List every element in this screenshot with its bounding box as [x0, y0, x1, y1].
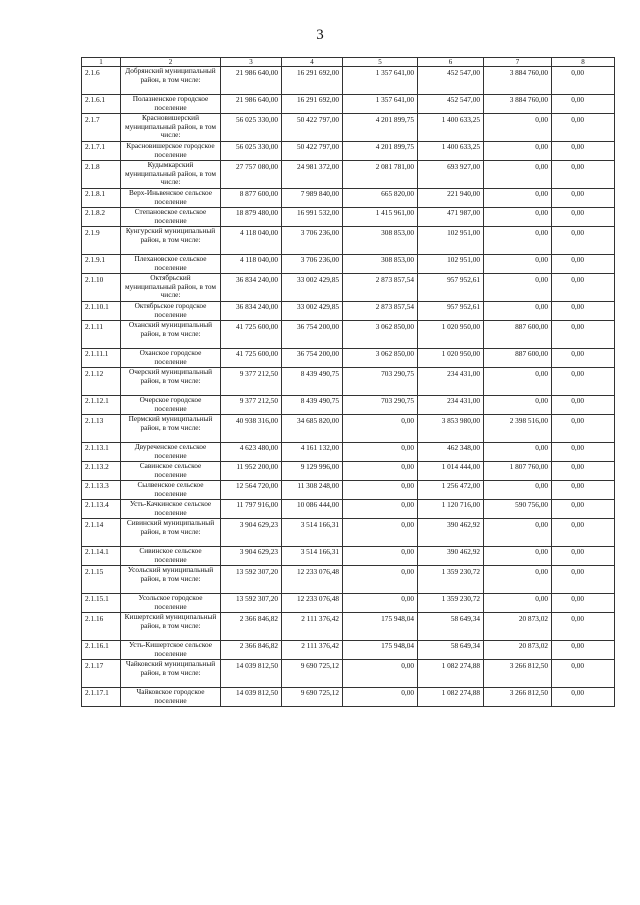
- cell-value-5: 4 201 899,75: [343, 114, 418, 142]
- table-row: [82, 613, 615, 641]
- row-code: 2.1.9: [82, 227, 121, 255]
- cell-value-5: 3 062 850,00: [343, 349, 418, 368]
- cell-value-3: 21 986 640,00: [221, 95, 282, 114]
- cell-value-6: 58 649,34: [418, 613, 484, 641]
- cell-value-5: 308 853,00: [343, 255, 418, 274]
- cell-value-5: 0,00: [343, 660, 418, 688]
- row-name: Оханский муниципальный район, в том числе:: [121, 321, 221, 349]
- cell-value-4: 10 086 444,00: [282, 500, 343, 519]
- page-number: 3: [316, 27, 324, 43]
- cell-value-8: 0,00: [552, 396, 615, 415]
- cell-value-3: 36 834 240,00: [221, 274, 282, 302]
- cell-value-7: 20 873,02: [484, 641, 552, 660]
- cell-value-5: 0,00: [343, 688, 418, 707]
- row-code: 2.1.6.1: [82, 95, 121, 114]
- table-row: [82, 547, 615, 566]
- cell-value-6: 693 927,00: [418, 161, 484, 189]
- row-code: 2.1.15.1: [82, 594, 121, 613]
- row-name: Сылвенское сельское поселение: [121, 481, 221, 500]
- cell-value-6: 452 547,00: [418, 67, 484, 95]
- cell-value-3: 14 039 812,50: [221, 688, 282, 707]
- row-code: 2.1.8.1: [82, 189, 121, 208]
- cell-value-8: 0,00: [552, 161, 615, 189]
- cell-value-4: 36 754 200,00: [282, 349, 343, 368]
- cell-value-5: 0,00: [343, 594, 418, 613]
- cell-value-3: 3 904 629,23: [221, 519, 282, 547]
- cell-value-3: 14 039 812,50: [221, 660, 282, 688]
- cell-value-5: 1 415 961,00: [343, 208, 418, 227]
- row-name: Кунгурский муниципальный район, в том числе:: [121, 227, 221, 255]
- cell-value-7: 3 884 760,00: [484, 67, 552, 95]
- cell-value-8: 0,00: [552, 321, 615, 349]
- cell-value-8: 0,00: [552, 594, 615, 613]
- row-name: Очерский муниципальный район, в том числе:: [121, 368, 221, 396]
- row-code: 2.1.9.1: [82, 255, 121, 274]
- cell-value-8: 0,00: [552, 227, 615, 255]
- cell-value-8: 0,00: [552, 95, 615, 114]
- column-number: 3: [221, 58, 282, 67]
- cell-value-3: 36 834 240,00: [221, 302, 282, 321]
- cell-value-6: 58 649,34: [418, 641, 484, 660]
- cell-value-3: 9 377 212,50: [221, 368, 282, 396]
- cell-value-6: 102 951,00: [418, 255, 484, 274]
- row-code: 2.1.11.1: [82, 349, 121, 368]
- row-name: Кишертский муниципальный район, в том числе:: [121, 613, 221, 641]
- cell-value-3: 41 725 600,00: [221, 321, 282, 349]
- cell-value-6: 1 014 444,00: [418, 462, 484, 481]
- cell-value-8: 0,00: [552, 114, 615, 142]
- cell-value-7: 3 266 812,50: [484, 688, 552, 707]
- cell-value-6: 1 082 274,88: [418, 660, 484, 688]
- cell-value-7: 887 600,00: [484, 349, 552, 368]
- row-name: Пермский муниципальный район, в том числе:: [121, 415, 221, 443]
- cell-value-7: 0,00: [484, 368, 552, 396]
- cell-value-6: 234 431,00: [418, 368, 484, 396]
- row-name: Кудымкарский муниципальный район, в том числе:: [121, 161, 221, 189]
- row-code: 2.1.13.4: [82, 500, 121, 519]
- cell-value-7: 0,00: [484, 114, 552, 142]
- table-row: [82, 566, 615, 594]
- row-name: Красновишерское городское поселение: [121, 142, 221, 161]
- table-row: [82, 462, 615, 481]
- cell-value-3: 27 757 080,00: [221, 161, 282, 189]
- row-code: 2.1.11: [82, 321, 121, 349]
- row-name: Сивинское сельское поселение: [121, 547, 221, 566]
- cell-value-7: 887 600,00: [484, 321, 552, 349]
- cell-value-5: 308 853,00: [343, 227, 418, 255]
- column-number: 2: [121, 58, 221, 67]
- row-code: 2.1.16.1: [82, 641, 121, 660]
- cell-value-8: 0,00: [552, 566, 615, 594]
- table-row: [82, 189, 615, 208]
- cell-value-8: 0,00: [552, 274, 615, 302]
- cell-value-7: 0,00: [484, 208, 552, 227]
- cell-value-7: 590 756,00: [484, 500, 552, 519]
- column-number: 7: [484, 58, 552, 67]
- table-row: [82, 481, 615, 500]
- cell-value-3: 8 877 600,00: [221, 189, 282, 208]
- cell-value-5: 0,00: [343, 500, 418, 519]
- row-name: Добрянский муниципальный район, в том числе:: [121, 67, 221, 95]
- cell-value-8: 0,00: [552, 255, 615, 274]
- row-code: 2.1.15: [82, 566, 121, 594]
- cell-value-7: 3 266 812,50: [484, 660, 552, 688]
- cell-value-3: 56 025 330,00: [221, 142, 282, 161]
- column-number-row: [82, 58, 615, 67]
- column-number: 4: [282, 58, 343, 67]
- table-body: [82, 67, 615, 707]
- cell-value-8: 0,00: [552, 660, 615, 688]
- cell-value-4: 24 981 372,00: [282, 161, 343, 189]
- cell-value-7: 0,00: [484, 566, 552, 594]
- cell-value-4: 36 754 200,00: [282, 321, 343, 349]
- cell-value-7: 0,00: [484, 274, 552, 302]
- cell-value-4: 3 514 166,31: [282, 519, 343, 547]
- row-code: 2.1.13.1: [82, 443, 121, 462]
- row-name: Верх-Иньвенское сельское поселение: [121, 189, 221, 208]
- cell-value-6: 102 951,00: [418, 227, 484, 255]
- cell-value-8: 0,00: [552, 349, 615, 368]
- cell-value-5: 703 290,75: [343, 396, 418, 415]
- cell-value-4: 16 291 692,00: [282, 95, 343, 114]
- cell-value-5: 4 201 899,75: [343, 142, 418, 161]
- row-name: Чайковский муниципальный район, в том числе:: [121, 660, 221, 688]
- cell-value-7: 0,00: [484, 189, 552, 208]
- cell-value-3: 13 592 307,20: [221, 594, 282, 613]
- row-name: Усольский муниципальный район, в том числе:: [121, 566, 221, 594]
- row-code: 2.1.6: [82, 67, 121, 95]
- table-row: [82, 321, 615, 349]
- cell-value-3: 4 118 040,00: [221, 255, 282, 274]
- row-code: 2.1.16: [82, 613, 121, 641]
- cell-value-5: 2 081 781,00: [343, 161, 418, 189]
- cell-value-5: 3 062 850,00: [343, 321, 418, 349]
- cell-value-3: 11 797 916,00: [221, 500, 282, 519]
- cell-value-5: 703 290,75: [343, 368, 418, 396]
- cell-value-6: 1 359 230,72: [418, 566, 484, 594]
- cell-value-8: 0,00: [552, 208, 615, 227]
- cell-value-5: 0,00: [343, 519, 418, 547]
- cell-value-6: 1 256 472,00: [418, 481, 484, 500]
- cell-value-7: 0,00: [484, 142, 552, 161]
- row-name: Двуреченское сельское поселение: [121, 443, 221, 462]
- row-code: 2.1.13.2: [82, 462, 121, 481]
- table-row: [82, 519, 615, 547]
- cell-value-8: 0,00: [552, 481, 615, 500]
- cell-value-6: 1 020 950,00: [418, 321, 484, 349]
- table-row: [82, 142, 615, 161]
- cell-value-5: 2 873 857,54: [343, 274, 418, 302]
- row-code: 2.1.17.1: [82, 688, 121, 707]
- row-code: 2.1.10: [82, 274, 121, 302]
- cell-value-8: 0,00: [552, 368, 615, 396]
- table-row: [82, 660, 615, 688]
- table-row: [82, 349, 615, 368]
- row-name: Усть-Кишертское сельское поселение: [121, 641, 221, 660]
- row-name: Усольское городское поселение: [121, 594, 221, 613]
- cell-value-6: 452 547,00: [418, 95, 484, 114]
- cell-value-8: 0,00: [552, 547, 615, 566]
- cell-value-4: 33 002 429,85: [282, 302, 343, 321]
- table-row: [82, 274, 615, 302]
- column-number: 8: [552, 58, 615, 67]
- cell-value-5: 0,00: [343, 566, 418, 594]
- row-code: 2.1.8: [82, 161, 121, 189]
- cell-value-6: 1 359 230,72: [418, 594, 484, 613]
- cell-value-7: 3 884 760,00: [484, 95, 552, 114]
- cell-value-8: 0,00: [552, 142, 615, 161]
- cell-value-8: 0,00: [552, 189, 615, 208]
- cell-value-7: 0,00: [484, 227, 552, 255]
- table-row: [82, 161, 615, 189]
- cell-value-4: 7 989 840,00: [282, 189, 343, 208]
- row-code: 2.1.13.3: [82, 481, 121, 500]
- cell-value-7: 0,00: [484, 396, 552, 415]
- cell-value-6: 390 462,92: [418, 519, 484, 547]
- cell-value-4: 4 161 132,00: [282, 443, 343, 462]
- cell-value-6: 3 853 980,00: [418, 415, 484, 443]
- cell-value-5: 0,00: [343, 481, 418, 500]
- cell-value-7: 0,00: [484, 255, 552, 274]
- cell-value-3: 56 025 330,00: [221, 114, 282, 142]
- cell-value-8: 0,00: [552, 688, 615, 707]
- cell-value-4: 8 439 490,75: [282, 396, 343, 415]
- table-row: [82, 302, 615, 321]
- cell-value-3: 21 986 640,00: [221, 67, 282, 95]
- cell-value-3: 41 725 600,00: [221, 349, 282, 368]
- table-row: [82, 114, 615, 142]
- row-name: Красновишерский муниципальный район, в том числе:: [121, 114, 221, 142]
- cell-value-5: 665 820,00: [343, 189, 418, 208]
- cell-value-7: 0,00: [484, 519, 552, 547]
- cell-value-7: 0,00: [484, 161, 552, 189]
- column-number: 1: [82, 58, 121, 67]
- cell-value-8: 0,00: [552, 613, 615, 641]
- row-name: Октябрьский муниципальный район, в том числе:: [121, 274, 221, 302]
- cell-value-4: 2 111 376,42: [282, 613, 343, 641]
- column-number: 5: [343, 58, 418, 67]
- cell-value-5: 175 948,04: [343, 613, 418, 641]
- cell-value-3: 2 366 846,82: [221, 613, 282, 641]
- cell-value-4: 2 111 376,42: [282, 641, 343, 660]
- cell-value-6: 1 082 274,88: [418, 688, 484, 707]
- cell-value-8: 0,00: [552, 500, 615, 519]
- cell-value-5: 0,00: [343, 462, 418, 481]
- table-row: [82, 443, 615, 462]
- cell-value-4: 3 706 236,00: [282, 227, 343, 255]
- cell-value-7: 0,00: [484, 547, 552, 566]
- cell-value-5: 0,00: [343, 547, 418, 566]
- table-row: [82, 208, 615, 227]
- cell-value-3: 40 938 316,00: [221, 415, 282, 443]
- cell-value-7: 2 398 516,00: [484, 415, 552, 443]
- table-row: [82, 500, 615, 519]
- row-name: Плехановское сельское поселение: [121, 255, 221, 274]
- cell-value-7: 0,00: [484, 443, 552, 462]
- cell-value-5: 0,00: [343, 415, 418, 443]
- row-code: 2.1.12: [82, 368, 121, 396]
- table-row: [82, 594, 615, 613]
- cell-value-6: 390 462,92: [418, 547, 484, 566]
- row-name: Савинское сельское поселение: [121, 462, 221, 481]
- cell-value-8: 0,00: [552, 519, 615, 547]
- cell-value-6: 957 952,61: [418, 274, 484, 302]
- cell-value-4: 16 991 532,00: [282, 208, 343, 227]
- cell-value-5: 1 357 641,00: [343, 67, 418, 95]
- cell-value-4: 12 233 076,48: [282, 594, 343, 613]
- row-name: Оханское городское поселение: [121, 349, 221, 368]
- column-number: 6: [418, 58, 484, 67]
- cell-value-4: 16 291 692,00: [282, 67, 343, 95]
- cell-value-4: 9 690 725,12: [282, 688, 343, 707]
- cell-value-6: 1 400 633,25: [418, 142, 484, 161]
- cell-value-4: 8 439 490,75: [282, 368, 343, 396]
- cell-value-8: 0,00: [552, 302, 615, 321]
- cell-value-4: 50 422 797,00: [282, 142, 343, 161]
- cell-value-7: 0,00: [484, 302, 552, 321]
- cell-value-6: 1 120 716,00: [418, 500, 484, 519]
- cell-value-3: 4 623 480,00: [221, 443, 282, 462]
- cell-value-8: 0,00: [552, 67, 615, 95]
- row-code: 2.1.8.2: [82, 208, 121, 227]
- row-code: 2.1.13: [82, 415, 121, 443]
- row-name: Очерское городское поселение: [121, 396, 221, 415]
- cell-value-6: 221 940,00: [418, 189, 484, 208]
- row-name: Степановское сельское поселение: [121, 208, 221, 227]
- cell-value-4: 50 422 797,00: [282, 114, 343, 142]
- cell-value-4: 33 002 429,85: [282, 274, 343, 302]
- cell-value-5: 175 948,04: [343, 641, 418, 660]
- cell-value-4: 12 233 076,48: [282, 566, 343, 594]
- table-row: [82, 95, 615, 114]
- cell-value-7: 0,00: [484, 481, 552, 500]
- cell-value-3: 3 904 629,23: [221, 547, 282, 566]
- row-name: Октябрьское городское поселение: [121, 302, 221, 321]
- cell-value-4: 3 514 166,31: [282, 547, 343, 566]
- cell-value-6: 1 020 950,00: [418, 349, 484, 368]
- cell-value-3: 11 952 200,00: [221, 462, 282, 481]
- cell-value-3: 18 879 480,00: [221, 208, 282, 227]
- row-code: 2.1.7.1: [82, 142, 121, 161]
- cell-value-7: 1 807 760,00: [484, 462, 552, 481]
- row-code: 2.1.17: [82, 660, 121, 688]
- row-code: 2.1.12.1: [82, 396, 121, 415]
- row-name: Полазненское городское поселение: [121, 95, 221, 114]
- row-name: Сивинский муниципальный район, в том числе:: [121, 519, 221, 547]
- cell-value-4: 11 308 248,00: [282, 481, 343, 500]
- cell-value-8: 0,00: [552, 443, 615, 462]
- table-row: [82, 227, 615, 255]
- cell-value-7: 0,00: [484, 594, 552, 613]
- row-code: 2.1.14: [82, 519, 121, 547]
- cell-value-3: 2 366 846,82: [221, 641, 282, 660]
- budget-table: [81, 57, 615, 707]
- cell-value-4: 3 706 236,00: [282, 255, 343, 274]
- cell-value-4: 34 685 820,00: [282, 415, 343, 443]
- cell-value-6: 1 400 633,25: [418, 114, 484, 142]
- cell-value-8: 0,00: [552, 641, 615, 660]
- cell-value-6: 234 431,00: [418, 396, 484, 415]
- cell-value-8: 0,00: [552, 415, 615, 443]
- cell-value-3: 9 377 212,50: [221, 396, 282, 415]
- cell-value-4: 9 129 996,00: [282, 462, 343, 481]
- row-name: Чайковское городское поселение: [121, 688, 221, 707]
- cell-value-5: 1 357 641,00: [343, 95, 418, 114]
- cell-value-4: 9 690 725,12: [282, 660, 343, 688]
- cell-value-5: 2 873 857,54: [343, 302, 418, 321]
- cell-value-3: 12 564 720,00: [221, 481, 282, 500]
- row-name: Усть-Качкинское сельское поселение: [121, 500, 221, 519]
- cell-value-3: 4 118 040,00: [221, 227, 282, 255]
- cell-value-6: 462 348,00: [418, 443, 484, 462]
- row-code: 2.1.14.1: [82, 547, 121, 566]
- table-row: [82, 255, 615, 274]
- table-row: [82, 688, 615, 707]
- cell-value-5: 0,00: [343, 443, 418, 462]
- table-row: [82, 368, 615, 396]
- cell-value-6: 957 952,61: [418, 302, 484, 321]
- table-row: [82, 396, 615, 415]
- table-row: [82, 415, 615, 443]
- table-row: [82, 641, 615, 660]
- table-row: [82, 67, 615, 95]
- cell-value-8: 0,00: [552, 462, 615, 481]
- cell-value-6: 471 987,00: [418, 208, 484, 227]
- row-code: 2.1.10.1: [82, 302, 121, 321]
- cell-value-7: 20 873,02: [484, 613, 552, 641]
- cell-value-3: 13 592 307,20: [221, 566, 282, 594]
- row-code: 2.1.7: [82, 114, 121, 142]
